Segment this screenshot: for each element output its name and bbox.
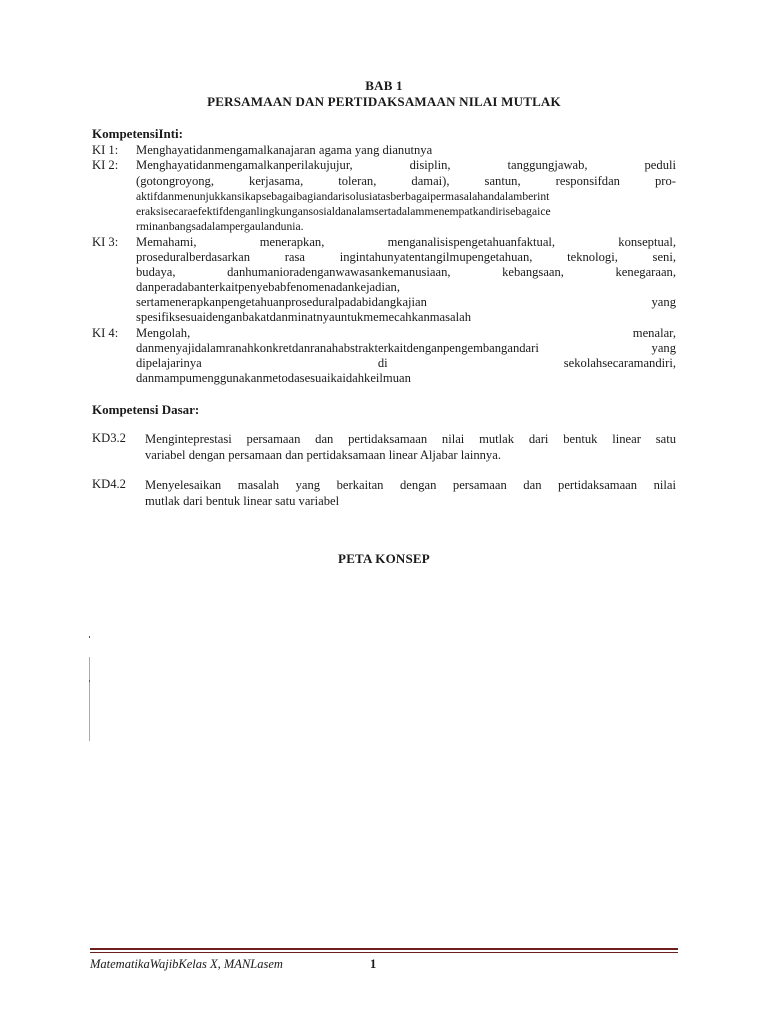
ki-text-line: Menghayatidanmengamalkanperilakujujur, disiplin, tanggungjawab, peduli — [136, 158, 676, 172]
kd-text-line: variabel dengan persamaan dan pertidaksamaan linear Aljabar lainnya. — [145, 448, 501, 462]
footer-rule-thick — [90, 948, 678, 950]
ki-text-line: danperadabanterkaitpenyebabfenomenadankejadian, — [136, 280, 400, 294]
ki-text-line: sertamenerapkanpengetahuanproseduralpadabidangkajian yang — [136, 295, 676, 309]
kd-text-line: Menyelesaikan masalah yang berkaitan dengan persamaan dan pertidaksamaan nilai — [145, 478, 676, 492]
kd-text-line: mutlak dari bentuk linear satu variabel — [145, 494, 340, 508]
ki-text-line: spesifiksesuaidenganbakatdanminatnyauntukmemecahkanmasalah — [136, 310, 472, 324]
ki-text-line: (gotongroyong, kerjasama, toleran, damai), santun, responsifdan pro- — [136, 174, 676, 188]
diagram-fragment-line — [89, 657, 90, 741]
ki-label: KI 1: — [92, 143, 119, 157]
ki-label: KI 2: — [92, 158, 119, 172]
peta-konsep-heading: PETA KONSEP — [338, 551, 430, 566]
kd-label: KD3.2 — [92, 431, 126, 445]
kd-label: KD4.2 — [92, 477, 126, 491]
footer-rule-thin — [90, 952, 678, 953]
ki-text-line: Mengolah, menalar, — [136, 326, 676, 340]
chapter-label: BAB 1 — [365, 78, 403, 93]
ki-text-line: aktifdanmenunjukkansikapsebagaibagiandarisolusiatasberbagaipermasalahandalamberint — [136, 190, 550, 203]
kd-text-line: Menginteprestasi persamaan dan pertidaksamaan nilai mutlak dari bentuk linear satu — [145, 432, 676, 446]
ki-text-line: danmampumenggunakanmetodasesuaikaidahkeilmuan — [136, 371, 411, 385]
kompetensi-inti-heading: KompetensiInti: — [92, 126, 183, 141]
chapter-title: PERSAMAAN DAN PERTIDAKSAMAAN NILAI MUTLAK — [207, 94, 561, 109]
ki-text-line: rminanbangsadalampergaulandunia. — [136, 220, 304, 233]
ki-text-line: danmenyajidalamranahkonkretdanranahabstrakterkaitdenganpengembangandari yang — [136, 341, 676, 355]
footer-text: MatematikaWajibKelas X, MANLasem — [90, 957, 283, 971]
diagram-fragment-mark — [89, 680, 90, 682]
kompetensi-dasar-heading: Kompetensi Dasar: — [92, 402, 200, 417]
diagram-fragment-mark — [89, 636, 90, 638]
ki-label: KI 3: — [92, 235, 119, 249]
ki-text-line: dipelajarinya di sekolahsecaramandiri, — [136, 356, 676, 370]
ki-text-line: Memahami, menerapkan, menganalisispengetahuanfaktual, konseptual, — [136, 235, 676, 249]
ki-text-line: Menghayatidanmengamalkanajaran agama yang dianutnya — [136, 143, 433, 157]
ki-text-line: eraksisecaraefektifdenganlingkungansosialdanalamsertadalammenempatkandirisebagaice — [136, 205, 551, 218]
ki-text-line: proseduralberdasarkan rasa ingintahunyatentangilmupengetahuan, teknologi, seni, — [136, 250, 676, 264]
ki-label: KI 4: — [92, 326, 119, 340]
page-number: 1 — [370, 957, 377, 971]
ki-text-line: budaya, danhumanioradenganwawasankemanusiaan, kebangsaan, kenegaraan, — [136, 265, 676, 279]
